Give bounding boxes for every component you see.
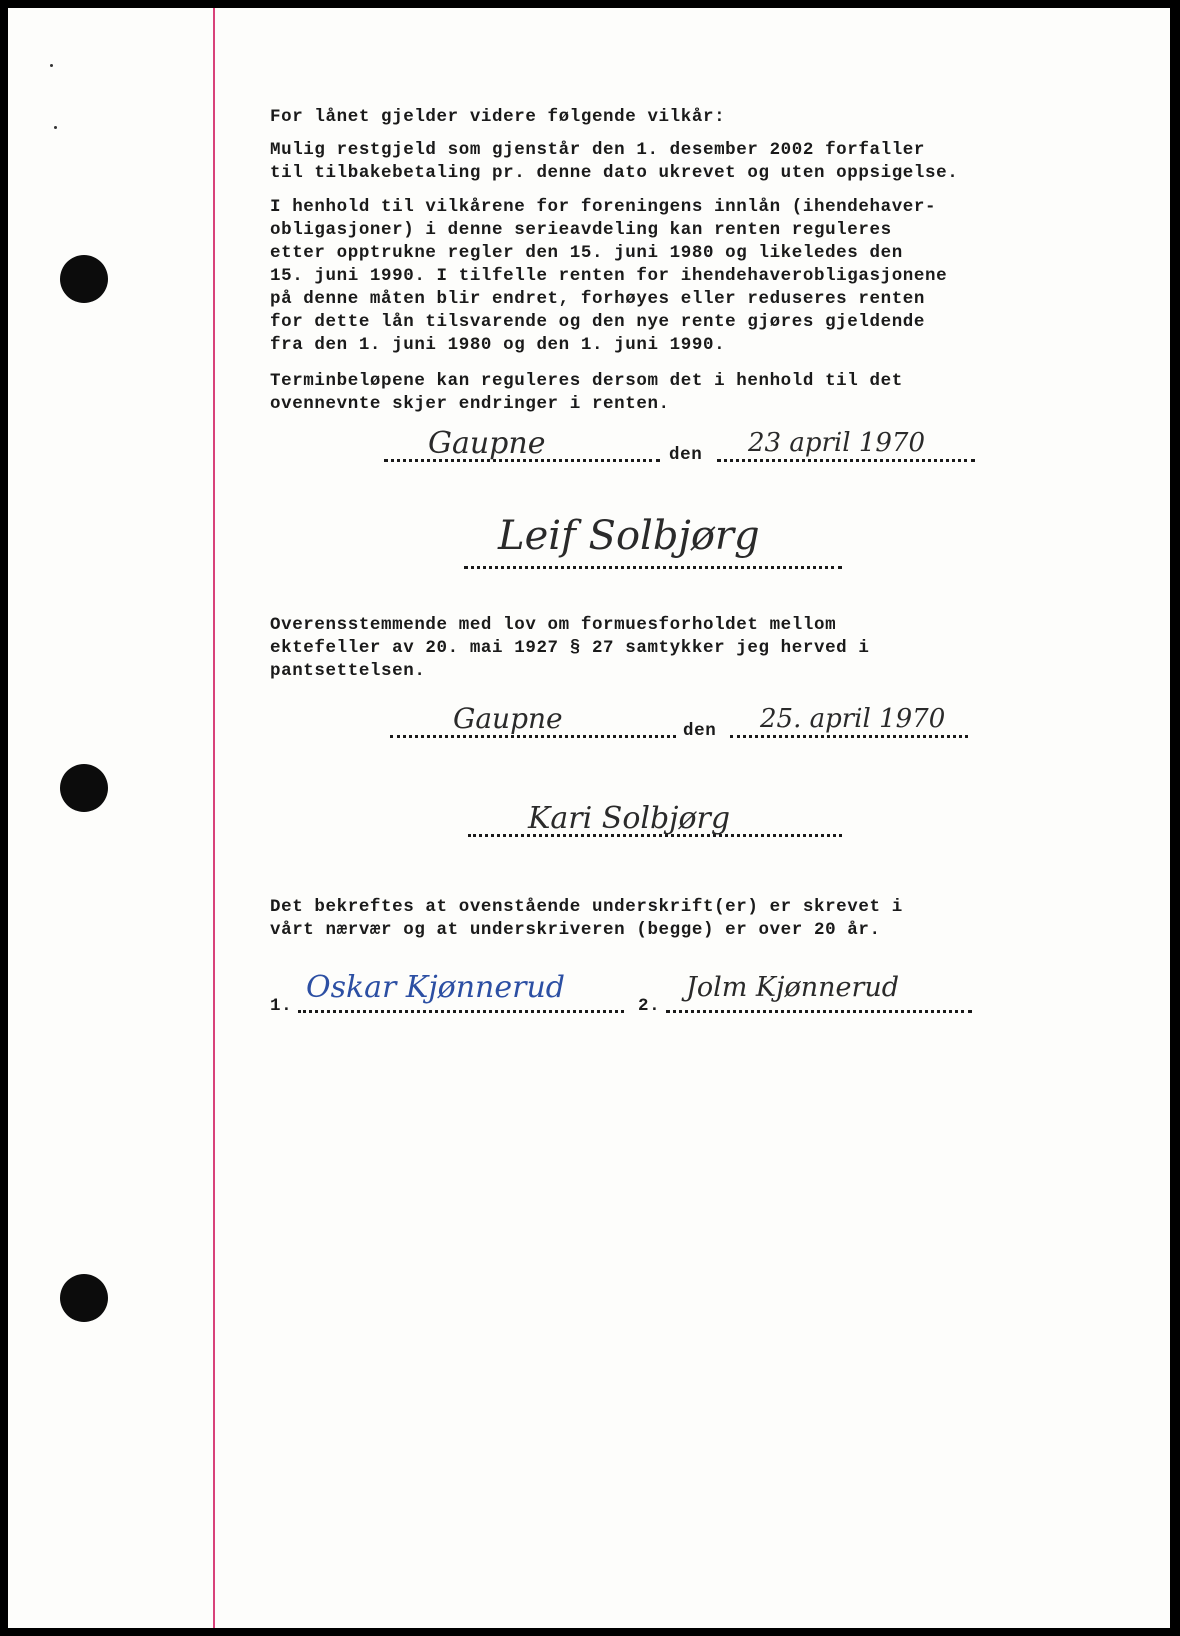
witness-2-signature: Jolm Kjønnerud <box>686 972 900 1003</box>
speck <box>54 126 57 129</box>
margin-line <box>213 8 215 1628</box>
paragraph-interest-regulation <box>270 196 970 357</box>
witness-1-signature: Oskar Kjønnerud <box>306 970 565 1005</box>
text-line: ovennevnte skjer endringer i renten. <box>270 394 670 414</box>
dotted-line <box>730 735 968 738</box>
paragraph-installments <box>270 370 970 416</box>
dotted-line <box>390 735 676 738</box>
paragraph-witness-confirmation <box>270 896 970 942</box>
paragraph-maturity <box>270 139 970 185</box>
text-line: til tilbakebetaling pr. denne dato ukrevet og uten oppsigelse. <box>270 163 959 183</box>
text-line: 15. juni 1990. I tilfelle renten for ihendehaverobligasjonene <box>270 266 948 286</box>
text-line: I henhold til vilkårene for foreningens innlån (ihendehaver- <box>270 197 937 217</box>
text-line: vårt nærvær og at underskriveren (begge) er over 20 år. <box>270 920 881 940</box>
den-label: den <box>669 445 703 465</box>
text-line: Terminbeløpene kan reguleres dersom det i henhold til det <box>270 371 903 391</box>
punch-hole-bottom <box>60 1274 108 1322</box>
witness-1-label: 1. <box>270 996 293 1016</box>
text-line: pantsettelsen. <box>270 661 426 681</box>
witness-2-label: 2. <box>638 996 661 1016</box>
place-handwritten: Gaupne <box>428 426 546 461</box>
dotted-line <box>464 566 842 569</box>
text-line: for dette lån tilsvarende og den nye rente gjøres gjeldende <box>270 312 926 332</box>
signature-handwritten: Leif Solbjørg <box>498 513 760 559</box>
den-label: den <box>683 721 717 741</box>
place-handwritten: Gaupne <box>453 702 563 735</box>
speck <box>50 64 53 67</box>
text-line: Det bekreftes at ovenstående underskrift(er) er skrevet i <box>270 897 903 917</box>
text-line: etter opptrukne regler den 15. juni 1980 og likeledes den <box>270 243 903 263</box>
dotted-line <box>717 459 975 462</box>
text-line: obligasjoner) i denne serieavdeling kan renten reguleres <box>270 220 892 240</box>
dotted-line <box>298 1010 624 1013</box>
text-line: Overensstemmende med lov om formuesforholdet mellom <box>270 615 837 635</box>
date-handwritten: 25. april 1970 <box>760 704 946 734</box>
conditions-heading: For lånet gjelder videre følgende vilkår: <box>270 107 726 127</box>
text-line: på denne måten blir endret, forhøyes eller reduseres renten <box>270 289 926 309</box>
paper-sheet <box>8 8 1170 1628</box>
signature-handwritten: Kari Solbjørg <box>528 801 731 836</box>
date-handwritten: 23 april 1970 <box>748 428 925 458</box>
text-line: fra den 1. juni 1980 og den 1. juni 1990. <box>270 335 726 355</box>
text-line: ektefeller av 20. mai 1927 § 27 samtykker jeg herved i <box>270 638 870 658</box>
punch-hole-middle <box>60 764 108 812</box>
paragraph-spousal-consent <box>270 614 970 683</box>
dotted-line <box>666 1010 972 1013</box>
punch-hole-top <box>60 255 108 303</box>
text-line: Mulig restgjeld som gjenstår den 1. desember 2002 forfaller <box>270 140 926 160</box>
